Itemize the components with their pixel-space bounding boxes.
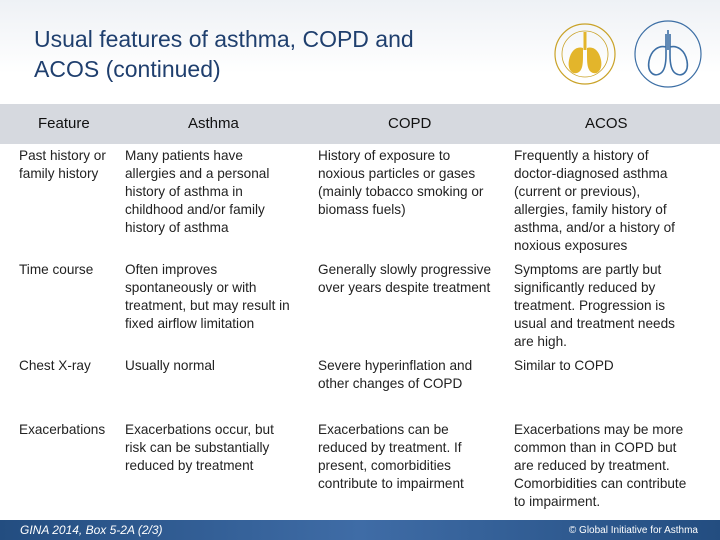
header-asthma: Asthma — [188, 115, 239, 132]
row2-feature: Time course — [19, 262, 94, 277]
header-feature: Feature — [38, 115, 90, 132]
row4-asthma: Exacerbations occur, but risk can be substantially reduced by treatment — [125, 422, 274, 473]
row4-copd: Exacerbations can be reduced by treatment. If present, comorbidities contribute to impairment — [318, 422, 464, 491]
row2-asthma: Often improves spontaneously or with treatment, but may result in fixed airflow limitation — [125, 262, 290, 331]
gina-logo-icon — [630, 14, 706, 94]
row2-copd: Generally slowly progressive over years despite treatment — [318, 262, 492, 295]
row1-acos: Frequently a history of doctor-diagnosed asthma (current or previous), allergies, family history of asthma, and/or a history of noxious exposures — [514, 148, 675, 253]
footer-source: GINA 2014, Box 5-2A (2/3) — [20, 523, 163, 537]
header-acos: ACOS — [585, 115, 628, 132]
gold-logo-icon — [547, 14, 623, 94]
row3-acos: Similar to COPD — [514, 358, 614, 373]
slide-title — [34, 24, 534, 84]
row2-acos: Symptoms are partly but significantly reduced by treatment. Progression is usual and treatment needs are high. — [514, 262, 675, 349]
row1-asthma: Many patients have allergies and a personal history of asthma in childhood and/or family history of asthma — [125, 148, 270, 235]
row3-copd: Severe hyperinflation and other changes of COPD — [318, 358, 473, 391]
title-line-1: Usual features of asthma, COPD and — [34, 26, 414, 52]
footer-copyright: © Global Initiative for Asthma — [568, 525, 698, 536]
header-copd: COPD — [388, 115, 432, 132]
row3-feature: Chest X-ray — [19, 358, 91, 373]
row1-feature: Past history or family history — [19, 148, 106, 181]
row4-acos: Exacerbations may be more common than in COPD but are reduced by treatment. Comorbidities can contribute to impairment. — [514, 422, 687, 509]
row1-copd: History of exposure to noxious particles or gases (mainly tobacco smoking or biomass fuels) — [318, 148, 484, 217]
row4-feature: Exacerbations — [19, 422, 106, 437]
row3-asthma: Usually normal — [125, 358, 215, 373]
title-line-2: ACOS (continued) — [34, 56, 221, 82]
